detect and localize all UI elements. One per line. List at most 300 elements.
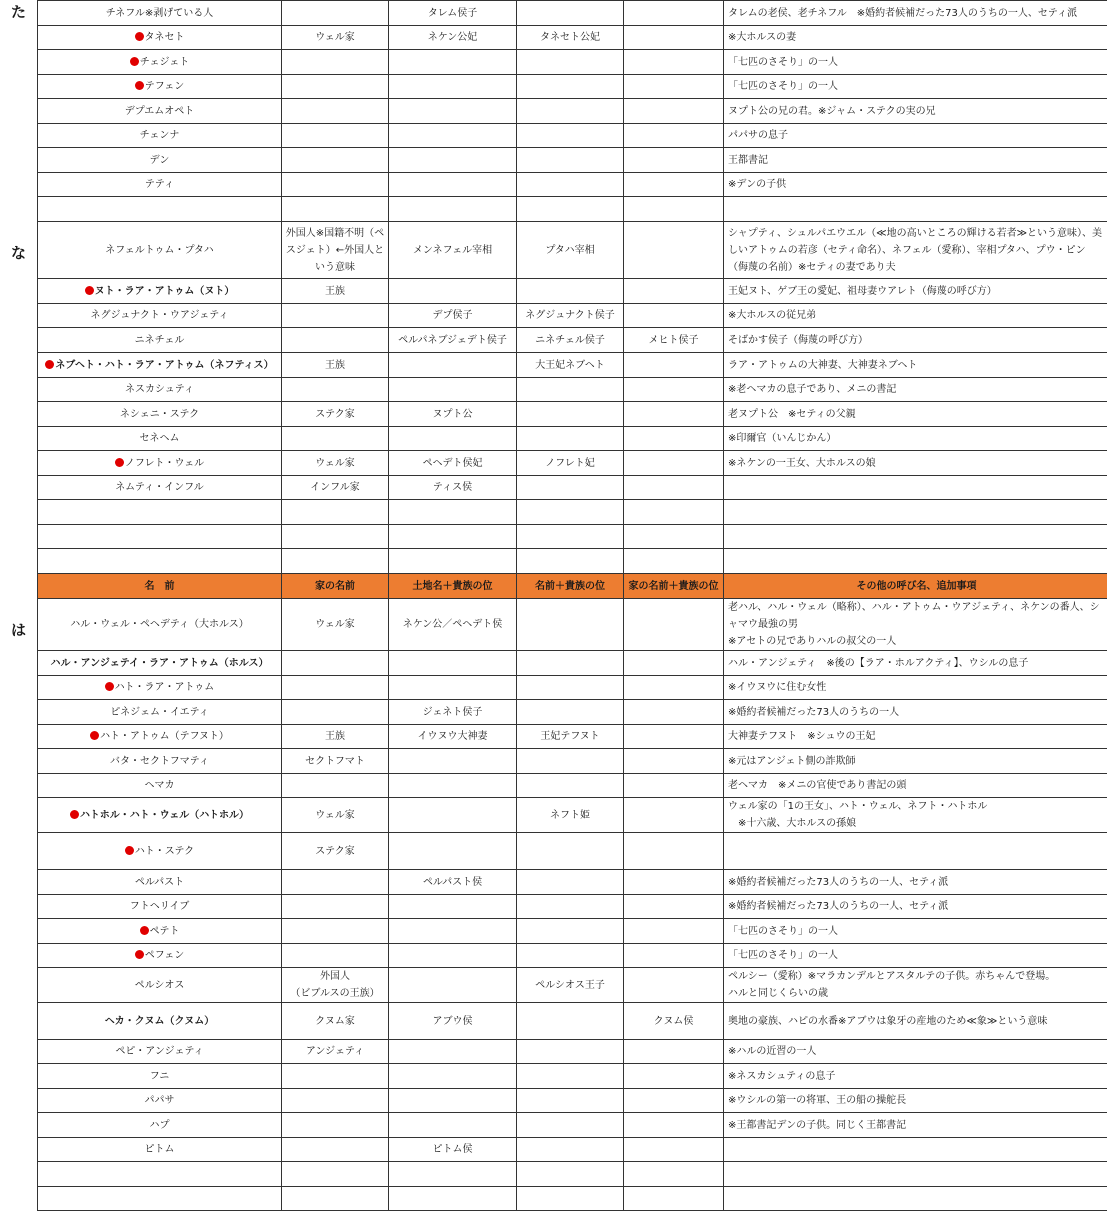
house-rank-cell[interactable] bbox=[624, 1138, 724, 1162]
cell-text: タレムの老侯、老チネフル ※婚約者候補だった73人のうちの一人、セティ派 bbox=[728, 8, 1077, 19]
house-rank-cell[interactable] bbox=[624, 378, 724, 402]
notes-cell[interactable] bbox=[724, 833, 1107, 870]
notes-cell[interactable] bbox=[724, 50, 1107, 75]
house-cell[interactable] bbox=[282, 222, 389, 279]
land-rank-cell[interactable] bbox=[389, 549, 517, 574]
notes-cell[interactable] bbox=[724, 676, 1107, 700]
name-rank-cell[interactable] bbox=[517, 944, 624, 968]
notes-cell[interactable] bbox=[724, 599, 1107, 651]
name-rank-cell[interactable] bbox=[517, 1064, 624, 1089]
house-cell[interactable] bbox=[282, 75, 389, 99]
notes-cell[interactable] bbox=[724, 173, 1107, 197]
notes-cell[interactable] bbox=[724, 1040, 1107, 1064]
cell-text: 老ヌプト公 ※セティの父親 bbox=[728, 409, 856, 420]
name-rank-cell[interactable] bbox=[517, 870, 624, 895]
notes-cell[interactable] bbox=[724, 700, 1107, 725]
column-header-row bbox=[38, 574, 1107, 599]
name-rank-cell[interactable] bbox=[517, 676, 624, 700]
land-rank-cell[interactable] bbox=[389, 328, 517, 353]
notes-cell[interactable] bbox=[724, 919, 1107, 944]
cell-text: ※デンの子供 bbox=[728, 179, 786, 190]
house-cell[interactable] bbox=[282, 1187, 389, 1211]
notes-cell[interactable] bbox=[724, 402, 1107, 427]
house-rank-cell[interactable] bbox=[624, 525, 724, 549]
notes-cell[interactable] bbox=[724, 549, 1107, 574]
notes-cell[interactable] bbox=[724, 1138, 1107, 1162]
land-rank-cell[interactable] bbox=[389, 26, 517, 50]
cell-text: 王妃ヌト、ゲブ王の愛妃、祖母妻ウアレト（侮蔑の呼び方） bbox=[728, 286, 997, 297]
name-cell[interactable] bbox=[38, 1138, 282, 1162]
house-rank-cell[interactable] bbox=[624, 197, 724, 222]
table-row bbox=[38, 197, 1107, 222]
house-rank-cell[interactable] bbox=[624, 798, 724, 833]
name-cell[interactable] bbox=[38, 895, 282, 919]
house-cell[interactable] bbox=[282, 944, 389, 968]
house-cell[interactable] bbox=[282, 774, 389, 798]
house-cell[interactable] bbox=[282, 476, 389, 500]
land-rank-cell[interactable] bbox=[389, 197, 517, 222]
notes-cell[interactable] bbox=[724, 99, 1107, 124]
name-cell[interactable] bbox=[38, 1003, 282, 1040]
name-rank-cell[interactable] bbox=[517, 197, 624, 222]
notes-cell[interactable] bbox=[724, 279, 1107, 304]
house-rank-cell[interactable] bbox=[624, 26, 724, 50]
name-rank-cell[interactable] bbox=[517, 651, 624, 676]
cell-text: ペルシオス bbox=[135, 980, 185, 991]
name-cell[interactable] bbox=[38, 919, 282, 944]
name-rank-cell[interactable] bbox=[517, 500, 624, 525]
house-cell[interactable] bbox=[282, 402, 389, 427]
house-rank-cell[interactable] bbox=[624, 651, 724, 676]
name-cell[interactable] bbox=[38, 279, 282, 304]
cell-text: ネフェルトゥム・プタハ bbox=[105, 245, 213, 256]
name-cell[interactable] bbox=[38, 222, 282, 279]
house-rank-cell[interactable] bbox=[624, 919, 724, 944]
notes-cell[interactable] bbox=[724, 651, 1107, 676]
name-cell[interactable] bbox=[38, 197, 282, 222]
house-rank-cell[interactable] bbox=[624, 676, 724, 700]
name-cell[interactable] bbox=[38, 1187, 282, 1211]
notes-cell[interactable] bbox=[724, 328, 1107, 353]
land-rank-cell[interactable] bbox=[389, 1138, 517, 1162]
notes-cell[interactable] bbox=[724, 968, 1107, 1003]
cell-text: ヘカ・クヌム（クヌム） bbox=[105, 1016, 215, 1027]
house-cell[interactable] bbox=[282, 1, 389, 26]
name-rank-cell[interactable] bbox=[517, 222, 624, 279]
name-cell[interactable] bbox=[38, 525, 282, 549]
land-rank-cell[interactable] bbox=[389, 500, 517, 525]
house-rank-cell[interactable] bbox=[624, 1003, 724, 1040]
table-row bbox=[38, 328, 1107, 353]
house-rank-cell[interactable] bbox=[624, 774, 724, 798]
house-rank-cell[interactable] bbox=[624, 99, 724, 124]
house-rank-cell[interactable] bbox=[624, 75, 724, 99]
name-rank-cell[interactable] bbox=[517, 749, 624, 774]
cell-text: 奥地の豪族、ハピの水番※アブウは象牙の産地のため≪象≫という意味 bbox=[728, 1016, 1047, 1027]
land-rank-cell[interactable] bbox=[389, 353, 517, 378]
house-rank-cell[interactable] bbox=[624, 476, 724, 500]
house-rank-cell[interactable] bbox=[624, 173, 724, 197]
name-cell[interactable] bbox=[38, 798, 282, 833]
name-cell[interactable] bbox=[38, 599, 282, 651]
name-cell[interactable] bbox=[38, 749, 282, 774]
house-rank-cell[interactable] bbox=[624, 833, 724, 870]
land-rank-cell[interactable] bbox=[389, 1, 517, 26]
house-cell[interactable] bbox=[282, 1162, 389, 1187]
land-rank-cell[interactable] bbox=[389, 700, 517, 725]
house-cell[interactable] bbox=[282, 895, 389, 919]
notes-cell[interactable] bbox=[724, 1, 1107, 26]
notes-cell[interactable] bbox=[724, 1162, 1107, 1187]
notes-cell[interactable] bbox=[724, 749, 1107, 774]
name-rank-cell[interactable] bbox=[517, 549, 624, 574]
name-rank-cell[interactable] bbox=[517, 451, 624, 476]
table-row bbox=[38, 676, 1107, 700]
red-marker-icon bbox=[135, 81, 144, 90]
name-cell[interactable] bbox=[38, 774, 282, 798]
land-rank-cell[interactable] bbox=[389, 1113, 517, 1138]
house-rank-cell[interactable] bbox=[624, 725, 724, 749]
land-rank-cell[interactable] bbox=[389, 774, 517, 798]
house-cell[interactable] bbox=[282, 197, 389, 222]
land-rank-cell[interactable] bbox=[389, 944, 517, 968]
name-cell[interactable] bbox=[38, 944, 282, 968]
house-cell[interactable] bbox=[282, 279, 389, 304]
name-rank-cell[interactable] bbox=[517, 774, 624, 798]
house-rank-cell[interactable] bbox=[624, 1113, 724, 1138]
house-rank-cell[interactable] bbox=[624, 1, 724, 26]
name-rank-cell[interactable] bbox=[517, 279, 624, 304]
cell-text: ハトホル・ハト・ウェル（ハトホル） bbox=[80, 810, 249, 821]
name-rank-cell[interactable] bbox=[517, 968, 624, 1003]
name-rank-cell[interactable] bbox=[517, 304, 624, 328]
notes-cell[interactable] bbox=[724, 304, 1107, 328]
red-marker-icon bbox=[125, 846, 134, 855]
house-cell[interactable] bbox=[282, 304, 389, 328]
house-rank-cell[interactable] bbox=[624, 700, 724, 725]
house-cell[interactable] bbox=[282, 525, 389, 549]
cell-text: ※王都書記デンの子供。同じく王都書記 bbox=[728, 1120, 906, 1131]
house-cell[interactable] bbox=[282, 1138, 389, 1162]
house-rank-cell[interactable] bbox=[624, 304, 724, 328]
land-rank-cell[interactable] bbox=[389, 1187, 517, 1211]
land-rank-cell[interactable] bbox=[389, 124, 517, 148]
name-rank-cell[interactable] bbox=[517, 1003, 624, 1040]
house-cell[interactable] bbox=[282, 26, 389, 50]
notes-cell[interactable] bbox=[724, 451, 1107, 476]
name-cell[interactable] bbox=[38, 148, 282, 173]
name-cell[interactable] bbox=[38, 451, 282, 476]
name-cell[interactable] bbox=[38, 1162, 282, 1187]
land-rank-cell[interactable] bbox=[389, 148, 517, 173]
name-cell[interactable] bbox=[38, 26, 282, 50]
table-row bbox=[38, 833, 1107, 870]
name-cell[interactable] bbox=[38, 50, 282, 75]
house-rank-cell[interactable] bbox=[624, 148, 724, 173]
name-rank-cell[interactable] bbox=[517, 700, 624, 725]
name-rank-cell[interactable] bbox=[517, 1113, 624, 1138]
name-rank-cell[interactable] bbox=[517, 1089, 624, 1113]
house-cell[interactable] bbox=[282, 870, 389, 895]
name-cell[interactable] bbox=[38, 402, 282, 427]
land-rank-cell[interactable] bbox=[389, 798, 517, 833]
land-rank-cell[interactable] bbox=[389, 895, 517, 919]
cell-text: 「七匹のさそり」の一人 bbox=[728, 57, 838, 68]
land-rank-cell[interactable] bbox=[389, 749, 517, 774]
table-row bbox=[38, 525, 1107, 549]
notes-cell[interactable] bbox=[724, 774, 1107, 798]
cell-text: ネブヘト・ハト・ラア・アトゥム（ネフティス） bbox=[55, 360, 273, 371]
name-cell[interactable] bbox=[38, 328, 282, 353]
house-rank-cell[interactable] bbox=[624, 895, 724, 919]
land-rank-cell[interactable] bbox=[389, 476, 517, 500]
house-rank-cell[interactable] bbox=[624, 1089, 724, 1113]
house-rank-cell[interactable] bbox=[624, 1187, 724, 1211]
name-rank-cell[interactable] bbox=[517, 148, 624, 173]
notes-cell[interactable] bbox=[724, 1003, 1107, 1040]
house-cell[interactable] bbox=[282, 328, 389, 353]
house-cell[interactable] bbox=[282, 427, 389, 451]
house-cell[interactable] bbox=[282, 968, 389, 1003]
house-rank-cell[interactable] bbox=[624, 427, 724, 451]
name-cell[interactable] bbox=[38, 500, 282, 525]
cell-text: クヌム侯 bbox=[654, 1016, 694, 1027]
land-rank-cell[interactable] bbox=[389, 870, 517, 895]
name-rank-cell[interactable] bbox=[517, 1, 624, 26]
land-rank-cell[interactable] bbox=[389, 725, 517, 749]
notes-cell[interactable] bbox=[724, 1187, 1107, 1211]
name-rank-cell[interactable] bbox=[517, 476, 624, 500]
notes-cell[interactable] bbox=[724, 1113, 1107, 1138]
name-rank-cell[interactable] bbox=[517, 833, 624, 870]
name-cell[interactable] bbox=[38, 725, 282, 749]
name-rank-cell[interactable] bbox=[517, 895, 624, 919]
cell-text: ハト・ステク bbox=[135, 846, 194, 857]
name-cell[interactable] bbox=[38, 1113, 282, 1138]
land-rank-cell[interactable] bbox=[389, 1089, 517, 1113]
land-rank-cell[interactable] bbox=[389, 651, 517, 676]
land-rank-cell[interactable] bbox=[389, 378, 517, 402]
land-rank-cell[interactable] bbox=[389, 833, 517, 870]
house-rank-cell[interactable] bbox=[624, 328, 724, 353]
notes-cell[interactable] bbox=[724, 798, 1107, 833]
name-rank-cell[interactable] bbox=[517, 1040, 624, 1064]
name-cell[interactable] bbox=[38, 870, 282, 895]
notes-cell[interactable] bbox=[724, 26, 1107, 50]
name-cell[interactable] bbox=[38, 968, 282, 1003]
name-rank-cell[interactable] bbox=[517, 1162, 624, 1187]
table-row bbox=[38, 919, 1107, 944]
name-cell[interactable] bbox=[38, 1089, 282, 1113]
house-cell[interactable] bbox=[282, 1040, 389, 1064]
name-rank-cell[interactable] bbox=[517, 124, 624, 148]
cell-text: ヌプト公 bbox=[433, 409, 473, 420]
name-cell[interactable] bbox=[38, 353, 282, 378]
house-cell[interactable] bbox=[282, 99, 389, 124]
land-rank-cell[interactable] bbox=[389, 525, 517, 549]
name-rank-cell[interactable] bbox=[517, 1187, 624, 1211]
house-cell[interactable] bbox=[282, 378, 389, 402]
house-cell[interactable] bbox=[282, 50, 389, 75]
notes-cell[interactable] bbox=[724, 895, 1107, 919]
name-rank-cell[interactable] bbox=[517, 402, 624, 427]
notes-cell[interactable] bbox=[724, 75, 1107, 99]
house-cell[interactable] bbox=[282, 651, 389, 676]
land-rank-cell[interactable] bbox=[389, 1064, 517, 1089]
name-cell[interactable] bbox=[38, 651, 282, 676]
house-rank-cell[interactable] bbox=[624, 279, 724, 304]
cell-text: メヒト侯子 bbox=[649, 335, 699, 346]
house-rank-cell[interactable] bbox=[624, 1162, 724, 1187]
house-cell[interactable] bbox=[282, 798, 389, 833]
house-cell[interactable] bbox=[282, 599, 389, 651]
name-rank-cell[interactable] bbox=[517, 328, 624, 353]
land-rank-cell[interactable] bbox=[389, 968, 517, 1003]
table-row bbox=[38, 1, 1107, 26]
name-cell[interactable] bbox=[38, 173, 282, 197]
cell-text: バタ・セクトフマティ bbox=[110, 756, 209, 767]
name-cell[interactable] bbox=[38, 304, 282, 328]
land-rank-cell[interactable] bbox=[389, 451, 517, 476]
name-rank-cell[interactable] bbox=[517, 50, 624, 75]
house-rank-cell[interactable] bbox=[624, 402, 724, 427]
land-rank-cell[interactable] bbox=[389, 50, 517, 75]
land-rank-cell[interactable] bbox=[389, 222, 517, 279]
land-rank-cell[interactable] bbox=[389, 304, 517, 328]
name-rank-cell[interactable] bbox=[517, 725, 624, 749]
name-cell[interactable] bbox=[38, 1040, 282, 1064]
house-rank-cell[interactable] bbox=[624, 500, 724, 525]
notes-cell[interactable] bbox=[724, 378, 1107, 402]
name-cell[interactable] bbox=[38, 700, 282, 725]
name-cell[interactable] bbox=[38, 833, 282, 870]
house-cell[interactable] bbox=[282, 919, 389, 944]
name-rank-cell[interactable] bbox=[517, 26, 624, 50]
house-rank-cell[interactable] bbox=[624, 599, 724, 651]
house-cell[interactable] bbox=[282, 700, 389, 725]
cell-text: アンジェティ bbox=[306, 1046, 364, 1057]
name-rank-cell[interactable] bbox=[517, 919, 624, 944]
house-cell[interactable] bbox=[282, 124, 389, 148]
land-rank-cell[interactable] bbox=[389, 1040, 517, 1064]
cell-text: アブウ侯 bbox=[433, 1016, 473, 1027]
land-rank-cell[interactable] bbox=[389, 402, 517, 427]
notes-cell[interactable] bbox=[724, 944, 1107, 968]
land-rank-cell[interactable] bbox=[389, 99, 517, 124]
cell-text: ※ネケンの一王女、大ホルスの娘 bbox=[728, 458, 876, 469]
name-rank-cell[interactable] bbox=[517, 353, 624, 378]
cell-text: 「七匹のさそり」の一人 bbox=[728, 950, 838, 961]
land-rank-cell[interactable] bbox=[389, 173, 517, 197]
name-cell[interactable] bbox=[38, 427, 282, 451]
land-rank-cell[interactable] bbox=[389, 676, 517, 700]
table-row bbox=[38, 1064, 1107, 1089]
house-cell[interactable] bbox=[282, 148, 389, 173]
cell-text: ペルパスト bbox=[135, 877, 184, 888]
notes-cell[interactable] bbox=[724, 197, 1107, 222]
name-rank-cell[interactable] bbox=[517, 427, 624, 451]
notes-cell[interactable] bbox=[724, 427, 1107, 451]
house-cell[interactable] bbox=[282, 725, 389, 749]
notes-cell[interactable] bbox=[724, 148, 1107, 173]
name-cell[interactable] bbox=[38, 1064, 282, 1089]
notes-cell[interactable] bbox=[724, 870, 1107, 895]
name-rank-cell[interactable] bbox=[517, 173, 624, 197]
land-rank-cell[interactable] bbox=[389, 1162, 517, 1187]
house-rank-cell[interactable] bbox=[624, 50, 724, 75]
name-rank-cell[interactable] bbox=[517, 378, 624, 402]
house-rank-cell[interactable] bbox=[624, 124, 724, 148]
house-cell[interactable] bbox=[282, 1089, 389, 1113]
house-cell[interactable] bbox=[282, 549, 389, 574]
name-cell[interactable] bbox=[38, 99, 282, 124]
notes-cell[interactable] bbox=[724, 525, 1107, 549]
house-cell[interactable] bbox=[282, 1113, 389, 1138]
notes-cell[interactable] bbox=[724, 124, 1107, 148]
house-rank-cell[interactable] bbox=[624, 353, 724, 378]
name-rank-cell[interactable] bbox=[517, 75, 624, 99]
notes-cell[interactable] bbox=[724, 353, 1107, 378]
notes-cell[interactable] bbox=[724, 1064, 1107, 1089]
house-rank-cell[interactable] bbox=[624, 968, 724, 1003]
name-cell[interactable] bbox=[38, 1, 282, 26]
land-rank-cell[interactable] bbox=[389, 427, 517, 451]
name-rank-cell[interactable] bbox=[517, 1138, 624, 1162]
land-rank-cell[interactable] bbox=[389, 1003, 517, 1040]
house-rank-cell[interactable] bbox=[624, 451, 724, 476]
name-rank-cell[interactable] bbox=[517, 798, 624, 833]
land-rank-cell[interactable] bbox=[389, 919, 517, 944]
house-cell[interactable] bbox=[282, 676, 389, 700]
house-rank-cell[interactable] bbox=[624, 549, 724, 574]
land-rank-cell[interactable] bbox=[389, 599, 517, 651]
notes-cell[interactable] bbox=[724, 476, 1107, 500]
cell-text: ※ハルの近習の一人 bbox=[728, 1046, 816, 1057]
cell-text: 老ハル、ハル・ウェル（略称）、ハル・アトゥム・ウアジェティ、ネケンの番人、シャマウ最強の男 ※アセトの兄でありハルの叔父の一人 bbox=[728, 602, 1100, 647]
house-cell[interactable] bbox=[282, 173, 389, 197]
house-cell[interactable] bbox=[282, 749, 389, 774]
name-cell[interactable] bbox=[38, 378, 282, 402]
house-cell[interactable] bbox=[282, 500, 389, 525]
house-rank-cell[interactable] bbox=[624, 222, 724, 279]
name-cell[interactable] bbox=[38, 124, 282, 148]
name-rank-cell[interactable] bbox=[517, 525, 624, 549]
notes-cell[interactable] bbox=[724, 222, 1107, 279]
house-rank-cell[interactable] bbox=[624, 870, 724, 895]
house-rank-cell[interactable] bbox=[624, 1064, 724, 1089]
house-rank-cell[interactable] bbox=[624, 749, 724, 774]
house-cell[interactable] bbox=[282, 353, 389, 378]
house-cell[interactable] bbox=[282, 451, 389, 476]
notes-cell[interactable] bbox=[724, 1089, 1107, 1113]
house-cell[interactable] bbox=[282, 1064, 389, 1089]
house-cell[interactable] bbox=[282, 1003, 389, 1040]
name-cell[interactable] bbox=[38, 75, 282, 99]
cell-text: ※大ホルスの従兄弟 bbox=[728, 310, 816, 321]
name-rank-cell[interactable] bbox=[517, 99, 624, 124]
notes-cell[interactable] bbox=[724, 725, 1107, 749]
house-cell[interactable] bbox=[282, 833, 389, 870]
name-cell[interactable] bbox=[38, 676, 282, 700]
land-rank-cell[interactable] bbox=[389, 279, 517, 304]
name-cell[interactable] bbox=[38, 476, 282, 500]
house-rank-cell[interactable] bbox=[624, 944, 724, 968]
name-rank-cell[interactable] bbox=[517, 599, 624, 651]
house-rank-cell[interactable] bbox=[624, 1040, 724, 1064]
land-rank-cell[interactable] bbox=[389, 75, 517, 99]
name-cell[interactable] bbox=[38, 549, 282, 574]
notes-cell[interactable] bbox=[724, 500, 1107, 525]
